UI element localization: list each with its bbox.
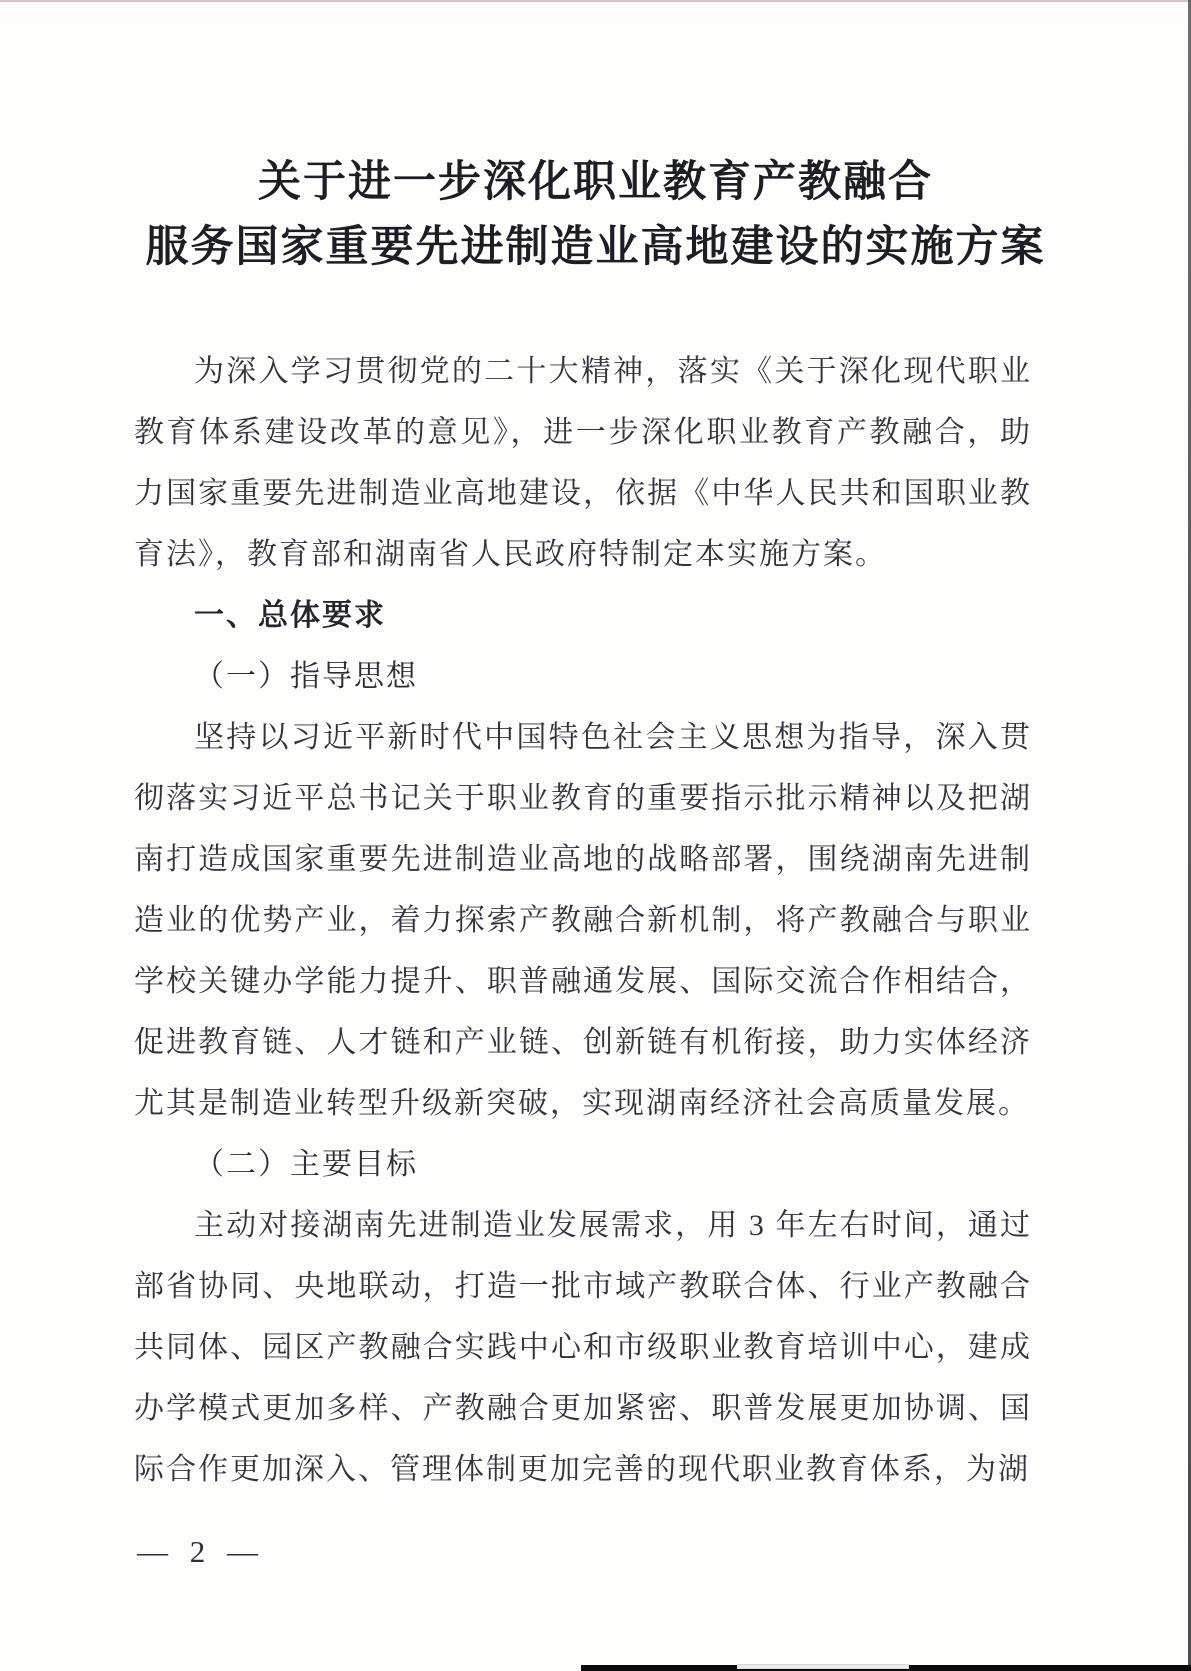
- document-title-line-1: 关于进一步深化职业教育产教融合: [258, 158, 933, 206]
- paragraph-guiding-ideology: 坚持以习近平新时代中国特色社会主义思想为指导，深入贯彻落实习近平总书记关于职业教育的重要指示批示精神以及把湖南打造成国家重要先进制造业高地的战略部署，围绕湖南先进制造业的优势产业，着力探索产教融合新机制，将产教融合与职业学校关键办学能力提升、职普融通发展、国际交流合作相结合，促进教育链、人才链和产业链、创新链有机衔接，助力实体经济尤其是制造业转型升级新突破，实现湖南经济社会高质量发展。: [134, 721, 1032, 1120]
- page-number: — 2 —: [137, 1534, 265, 1569]
- subsection-heading-main-goals: （二）主要目标: [194, 1148, 418, 1181]
- paragraph-main-goals: 主动对接湖南先进制造业发展需求，用 3 年左右时间，通过部省协同、央地联动，打造一批市域产教联合体、行业产教融合共同体、园区产教融合实践中心和市级职业教育培训中心，建成办学模式更加多样、产教融合更加紧密、职普发展更加协调、国际合作更加深入、管理体制更加完善的现代职业教育体系，为湖: [134, 1209, 1032, 1486]
- intro-paragraph: 为深入学习贯彻党的二十大精神，落实《关于深化现代职业教育体系建设改革的意见》，进一步深化职业教育产教融合，助力国家重要先进制造业高地建设，依据《中华人民共和国职业教育法》，教育部和湖南省人民政府特制定本实施方案。: [134, 355, 1032, 571]
- section-heading-overall-requirements: 一、总体要求: [194, 599, 386, 632]
- scan-bottom-notch-artifact: [737, 1664, 909, 1669]
- scan-edge-top-artifact: [0, 0, 1191, 2]
- document-body: [134, 341, 1032, 1500]
- document-title: [70, 150, 1121, 280]
- document-title-line-2: 服务国家重要先进制造业高地建设的实施方案: [145, 223, 1046, 271]
- subsection-heading-guiding-ideology: （一）指导思想: [194, 660, 418, 693]
